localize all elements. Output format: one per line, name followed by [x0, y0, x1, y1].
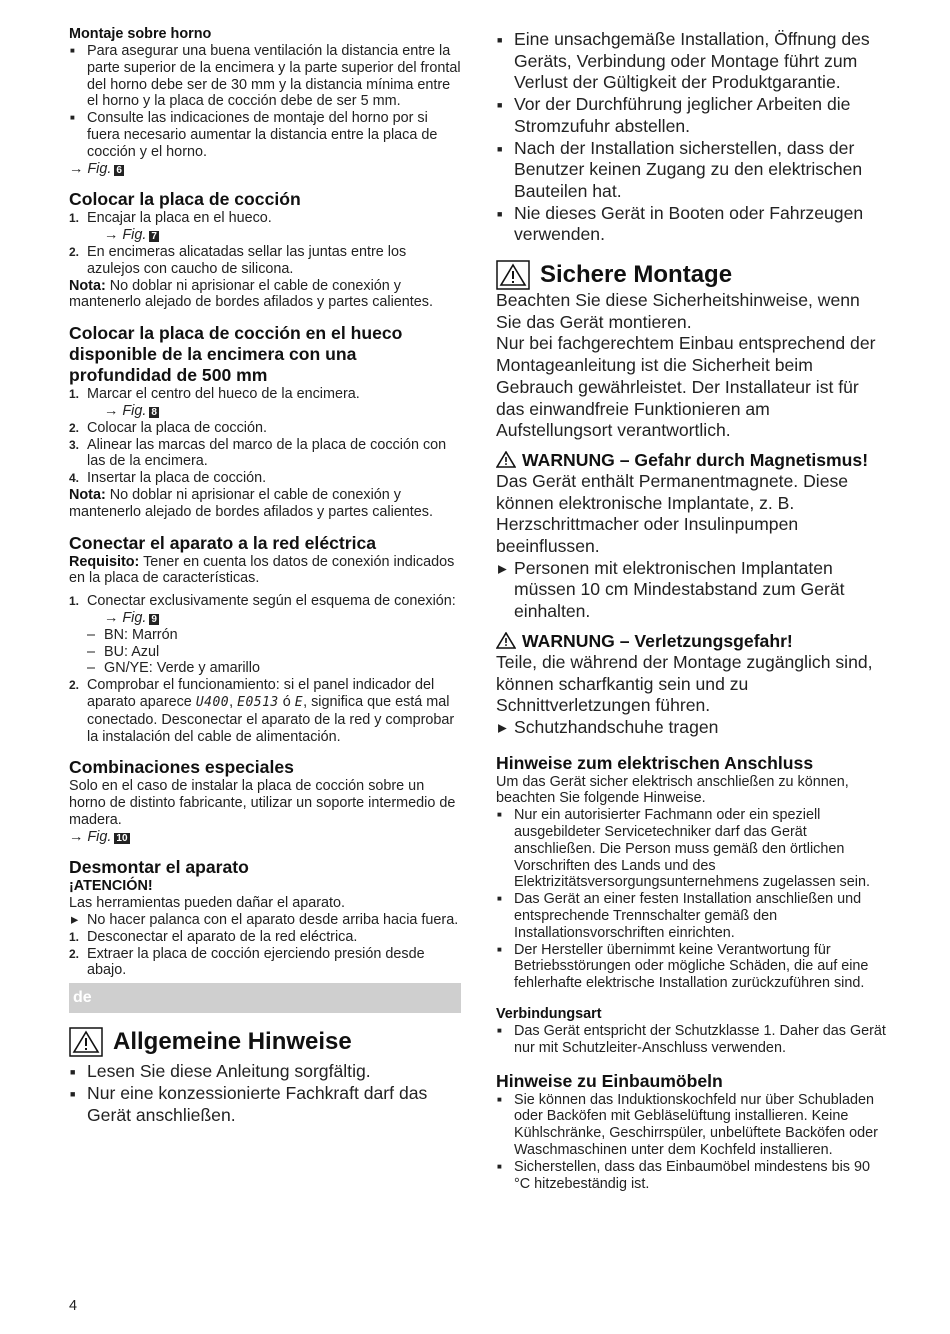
list-item: ■ Nie dieses Gerät in Booten oder Fahrzeugen verwenden.: [496, 203, 888, 246]
figure-ref: → Fig. 10: [69, 828, 128, 845]
note: Nota: No doblar ni aprisionar el cable de conexión y mantenerlo alejado de bordes afilados y partes calientes.: [69, 277, 433, 311]
list-item: 3. Alinear las marcas del marco de la placa de cocción con las de la encimera.: [69, 436, 447, 470]
page-number: 4: [69, 1298, 78, 1314]
list-item: ■ Nur ein autorisierter Fachmann oder ein speziell ausgebildeter Servicetechniker darf das Gerät anschließen. Die Person muss gemäß den örtlichen Vorschriften des Lands und des Elektrizitätsversorgungsunternehmens zugelassen sein.: [496, 807, 888, 891]
list-item: ■ Nach der Installation sicherstellen, dass der Benutzer keinen Zugang zu den elektrischen Bauteilen hat.: [496, 138, 888, 203]
list-item: 1. Marcar el centro del hueco de la encimera.: [69, 386, 360, 403]
paragraph: Beachten Sie diese Sicherheitshinweise, wenn Sie das Gerät montieren.: [496, 290, 860, 332]
list-item: 2. Extraer la placa de cocción ejerciendo presión desde abajo.: [69, 945, 425, 979]
figure-ref: → Fig. 8: [104, 402, 157, 419]
list-item: ▸ Personen mit elektronischen Implantaten müssen 10 cm Mindestabstand zum Gerät einhalten.: [496, 558, 888, 623]
list-item: ■ Eine unsachgemäße Installation, Öffnung des Geräts, Verbindung oder Montage führt zum Verlust der Gültigkeit der Produktgarantie.: [496, 29, 888, 94]
paragraph: Teile, die während der Montage zugänglich sind, können scharfkantig sein und zu Schnittverletzungen führen.: [496, 651, 873, 716]
heading-combinaciones: Combinaciones especiales: [69, 757, 294, 778]
list-item: ■ Para asegurar una buena ventilación la distancia entre la parte superior de la encimera y la parte superior del frontal del horno debe ser de 30 mm y la distancia mínima entre el horno y la placa de cocción debe de ser 5 mm.: [69, 43, 461, 110]
paragraph: Las herramientas pueden dañar el aparato.: [69, 895, 346, 912]
heading-hueco: Colocar la placa de cocción en el hueco disponible de la encimera con una profundidad de 500 mm: [69, 323, 403, 386]
heading-montaje: Montaje sobre horno: [69, 26, 212, 42]
heading-elektrisch: Hinweise zum elektrischen Anschluss: [496, 752, 814, 773]
list-item: – BN: Marrón: [69, 627, 461, 644]
display-code: U400: [195, 694, 230, 710]
list-item: 2. Comprobar el funcionamiento: si el panel indicador del aparato aparece U400, E0513 ó E, significa que está mal conectado. Desconectar el aparato de la red y comprobar la instalación del cable de alimentación.: [69, 677, 455, 745]
heading-conectar: Conectar el aparato a la red eléctrica: [69, 532, 377, 553]
list-item: ■ Das Gerät an einer festen Installation anschließen und entsprechende Trennschalter gemäß den Installationsvorschriften einrichten.: [496, 891, 888, 941]
note: Nota: No doblar ni aprisionar el cable de conexión y mantenerlo alejado de bordes afilados y partes calientes.: [69, 486, 433, 520]
list-item: 1. Conectar exclusivamente según el esquema de conexión:: [69, 593, 456, 610]
list-item: 2. Colocar la placa de cocción.: [69, 419, 267, 436]
list-item: 1. Encajar la placa en el hueco.: [69, 210, 272, 227]
list-item: ■ Consulte las indicaciones de montaje del horno por si fuera necesario aumentar la distancia entre la placa de cocción y el horno.: [69, 110, 461, 160]
heading-einbaumoebel: Hinweise zu Einbaumöbeln: [496, 1070, 723, 1091]
warning-heading: WARNUNG – Gefahr durch Magnetismus!: [496, 450, 888, 471]
warning-icon: [496, 260, 530, 290]
warning-triangle-icon: [496, 451, 516, 468]
list-item: ■ Das Gerät entspricht der Schutzklasse 1. Daher das Gerät nur mit Schutzleiter-Anschluss verwenden.: [496, 1023, 888, 1057]
display-code: E: [294, 694, 304, 710]
list-item: ▸ No hacer palanca con el aparato desde arriba hacia fuera.: [69, 912, 461, 929]
heading-verbindungsart: Verbindungsart: [496, 1006, 602, 1023]
warning-heading: WARNUNG – Verletzungsgefahr!: [496, 631, 888, 652]
paragraph: Um das Gerät sicher elektrisch anschließen zu können, beachten Sie folgende Hinweise.: [496, 773, 849, 807]
figure-ref: → Fig. 6: [69, 160, 122, 177]
figure-ref: → Fig. 9: [104, 609, 157, 626]
list-item: ■ Sie können das Induktionskochfeld nur über Schubladen oder Backöfen mit Gebläselüftung installieren. Keine Kühlschränke, Geschirrspüler, unbelüftete Backöfen oder Waschmaschinen unter dem Kochfeld installieren.: [496, 1092, 888, 1159]
list-item: ■ Der Hersteller übernimmt keine Verantwortung für Betriebsstörungen oder mögliche Schäden, die auf eine fehlerhafte elektrische Installation zurückzuführen sind.: [496, 942, 888, 992]
list-item: ■ Lesen Sie diese Anleitung sorgfältig.: [69, 1061, 461, 1083]
list-item: – BU: Azul: [69, 644, 461, 661]
list-item: ■ Vor der Durchführung jeglicher Arbeiten die Stromzufuhr abstellen.: [496, 94, 888, 137]
heading-desmontar: Desmontar el aparato: [69, 857, 249, 878]
attention-label: ¡ATENCIÓN!: [69, 878, 153, 895]
right-column: [496, 29, 888, 1192]
paragraph: Nur bei fachgerechtem Einbau entsprechend der Montageanleitung ist die Sicherheit beim Gebrauch gewährleistet. Der Installateur ist für das einwandfreie Funktionieren am Aufstellungsort verantwortlich.: [496, 333, 876, 441]
requirement: Requisito: Tener en cuenta los datos de conexión indicados en la placa de características.: [69, 553, 455, 587]
paragraph: Das Gerät enthält Permanentmagnete. Diese können elektronische Implantate, z. B. Herzschrittmacher oder Insulinpumpen beeinflussen.: [496, 470, 849, 557]
list-item: – GN/YE: Verde y amarillo: [69, 660, 461, 677]
figure-ref: → Fig. 7: [104, 227, 157, 244]
heading-allgemeine: Allgemeine Hinweise: [69, 1027, 461, 1057]
list-item: 1. Desconectar el aparato de la red eléctrica.: [69, 928, 358, 945]
list-item: 2. En encimeras alicatadas sellar las juntas entre los azulejos con caucho de silicona.: [69, 243, 407, 277]
warning-triangle-icon: [496, 632, 516, 649]
display-code: E0513: [237, 694, 279, 710]
left-column: [69, 26, 461, 1126]
list-item: ▸ Schutzhandschuhe tragen: [496, 717, 888, 739]
paragraph: Solo en el caso de instalar la placa de cocción sobre un horno de distinto fabricante, utilizar un soporte intermedio de madera.: [69, 778, 456, 828]
list-item: ■ Sicherstellen, dass das Einbaumöbel mindestens bis 90 °C hitzebeständig ist.: [496, 1159, 888, 1193]
warning-icon: [69, 1027, 103, 1057]
heading-colocar: Colocar la placa de cocción: [69, 189, 301, 210]
heading-sichere-montage: Sichere Montage: [496, 260, 888, 290]
list-item: 4. Insertar la placa de cocción.: [69, 470, 267, 487]
language-bar: de: [69, 983, 461, 1013]
list-item: ■ Nur eine konzessionierte Fachkraft darf das Gerät anschließen.: [69, 1083, 461, 1126]
